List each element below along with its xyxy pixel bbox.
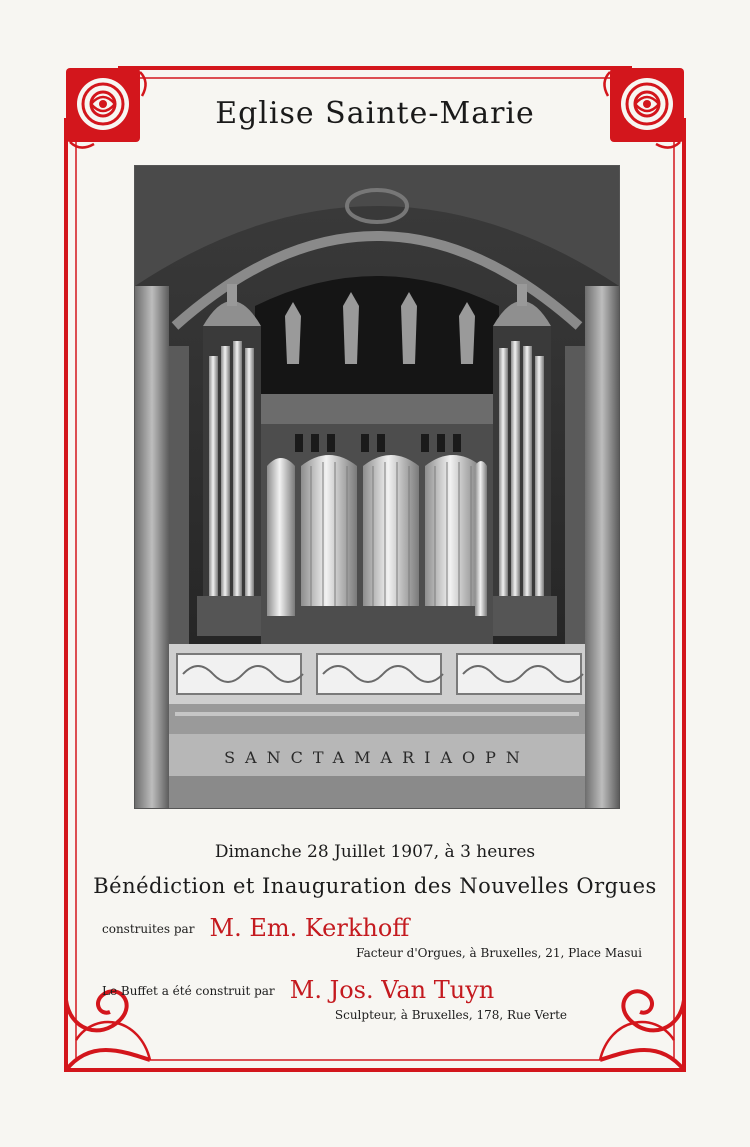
foot-swirl-icon-right (600, 991, 684, 1070)
builder-name: M. Em. Kerkhoff (209, 914, 410, 942)
organ-photograph (135, 166, 619, 808)
builder-credit (102, 914, 409, 942)
buffet-name: M. Jos. Van Tuyn (289, 976, 495, 1004)
builder-address: Facteur d'Orgues, à Bruxelles, 21, Place Masui (356, 946, 642, 960)
buffet-credit (102, 976, 494, 1004)
page-title: Eglise Sainte-Marie (215, 96, 535, 131)
buffet-address: Sculpteur, à Bruxelles, 178, Rue Verte (334, 1008, 567, 1022)
inscription-text: SANCTAMARIAOPN (224, 748, 530, 767)
event-date: Dimanche 28 Juillet 1907, à 3 heures (214, 842, 536, 862)
builder-intro: construites par (102, 922, 195, 936)
buffet-intro: Le Buffet a été construit par (102, 984, 275, 998)
event-headline: Bénédiction et Inauguration des Nouvelles Orgues (93, 874, 657, 898)
organ-image (135, 166, 619, 808)
